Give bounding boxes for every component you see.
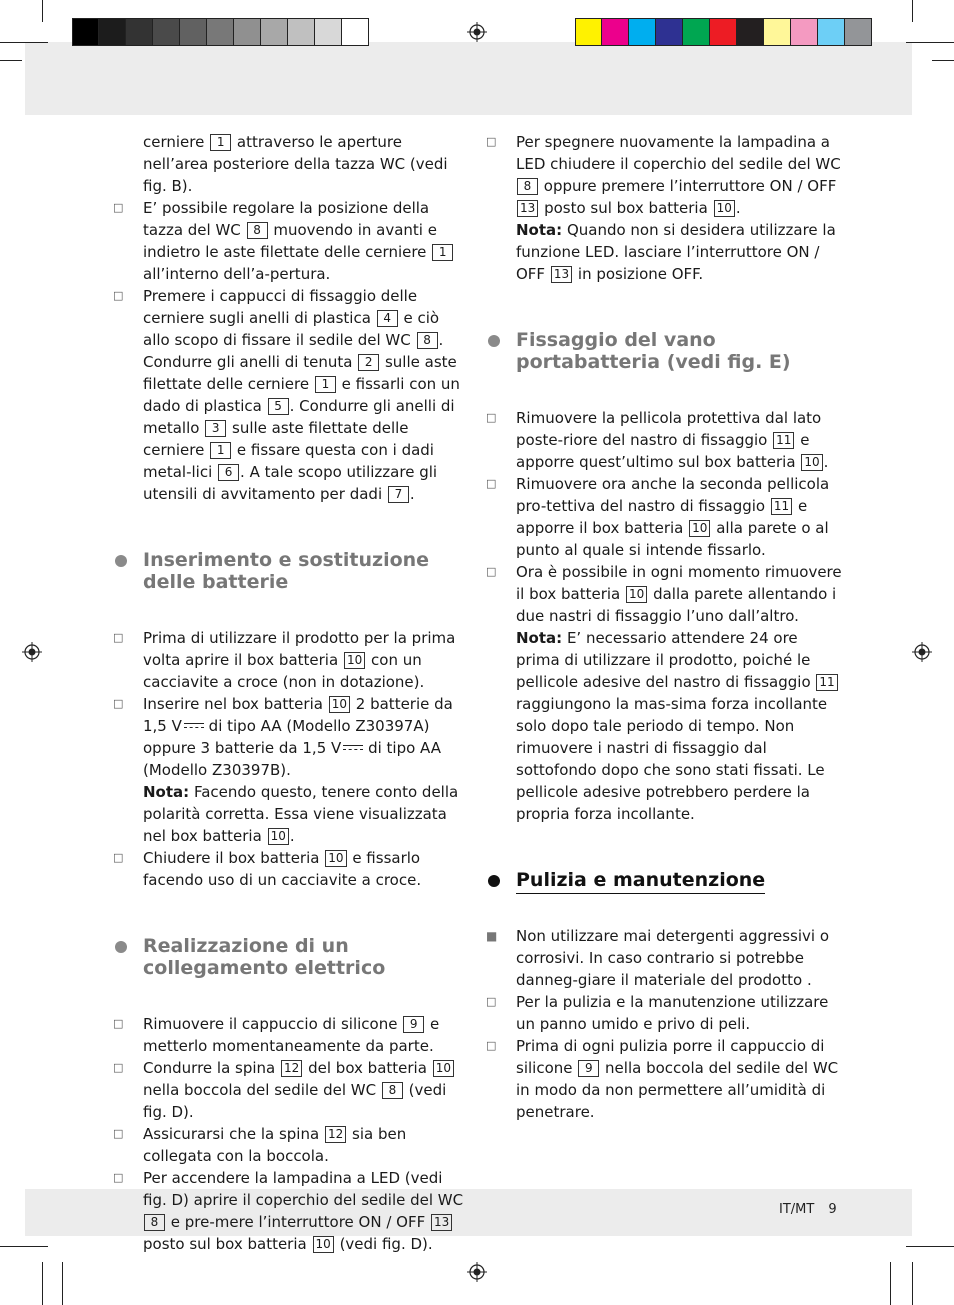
- part-number: 12: [325, 1126, 346, 1143]
- crop-mark: [42, 1262, 43, 1305]
- crop-mark: [890, 1262, 891, 1305]
- color-swatch: [342, 18, 369, 46]
- crop-mark: [0, 42, 48, 43]
- color-bar-process: [575, 18, 872, 46]
- part-number: 10: [801, 454, 822, 471]
- bullet-dot-icon: [488, 875, 500, 887]
- color-swatch: [72, 18, 99, 46]
- list-item: □ Per la pulizia e la manutenzione utilizzare un panno umido e privo di peli.: [486, 993, 829, 1033]
- part-number: 2: [358, 354, 379, 371]
- crop-mark: [912, 1262, 913, 1305]
- list-item: □ Rimuovere ora anche la seconda pellicola pro-tettiva del nastro di fissaggio 11 e apporre il box batteria 10 alla parete o al punto al quale si intende fissarlo.: [486, 475, 830, 559]
- color-swatch: [656, 18, 683, 46]
- section-heading: Pulizia e manutenzione: [486, 869, 842, 891]
- part-number: 8: [144, 1214, 165, 1231]
- color-swatch: [791, 18, 818, 46]
- color-swatch: [288, 18, 315, 46]
- checkbox-bullet-icon: □: [486, 135, 497, 148]
- list-item: □ Ora è possibile in ogni momento rimuovere il box batteria 10 dalla parete allentando i due nastri di fissaggio l’uno dall’altro. Nota: E’ necessario attendere 24 ore prima di utilizzare il prodotto, poiché le pellicole adesive del nastro di fissaggio 11 raggiungono la mas-sima forza incollante solo dopo tale periodo di tempo. Non rimuovere i nastri di fissaggio dal sottofondo dopo che sono stati fissati. Le pellicole adesive potrebbero perdere la propria forza incollante.: [486, 563, 842, 823]
- part-number: 11: [773, 432, 794, 449]
- part-number: 8: [382, 1082, 403, 1099]
- part-number: 10: [344, 652, 365, 669]
- part-number: 12: [281, 1060, 302, 1077]
- registration-mark-icon: [22, 642, 42, 662]
- checkbox-bullet-icon: □: [113, 289, 124, 302]
- color-swatch: [315, 18, 342, 46]
- part-number: 10: [626, 586, 647, 603]
- list-item: □ Assicurarsi che la spina 12 sia ben collegata con la boccola.: [113, 1125, 407, 1165]
- checkbox-bullet-icon: □: [486, 995, 497, 1008]
- part-number: 4: [377, 310, 398, 327]
- part-number: 9: [578, 1060, 599, 1077]
- square-bullet-icon: ■: [486, 929, 498, 943]
- color-swatch: [575, 18, 602, 46]
- checkbox-bullet-icon: □: [113, 697, 124, 710]
- list-item: ■ Non utilizzare mai detergenti aggressivi o corrosivi. In caso contrario si potrebbe danneg-giare il materiale del prodotto .: [486, 927, 830, 989]
- bullet-dot-icon: [488, 335, 500, 347]
- dc-symbol-icon: [184, 722, 204, 730]
- checkbox-bullet-icon: □: [486, 1039, 497, 1052]
- checkbox-bullet-icon: □: [113, 1017, 124, 1030]
- page-number: 9: [828, 1202, 837, 1217]
- part-number: 13: [431, 1214, 452, 1231]
- list-item: □ Per accendere la lampadina a LED (vedi fig. D) aprire il coperchio del sedile del WC 8 e pre-mere l’interruttore ON / OFF 13 posto sul box batteria 10 (vedi fig. D).: [113, 1169, 464, 1253]
- part-number: 1: [210, 442, 231, 459]
- part-number: 11: [816, 674, 837, 691]
- part-number: 10: [714, 200, 735, 217]
- part-number: 1: [210, 134, 231, 151]
- part-number: 8: [517, 178, 538, 195]
- crop-mark: [0, 1246, 48, 1247]
- part-number: 10: [325, 850, 346, 867]
- part-number: 8: [247, 222, 268, 239]
- list-item: □ Inserire nel box batteria 10 2 batterie da 1,5 V di tipo AA (Modello Z30397A) oppure 3 batterie da 1,5 V di tipo AA (Modello Z30397B). Nota: Facendo questo, tenere conto della polarità corretta. Essa viene visualizzata nel box batteria 10 .: [113, 693, 469, 847]
- part-number: 10: [329, 696, 350, 713]
- checkbox-bullet-icon: □: [486, 411, 497, 424]
- part-number: 10: [689, 520, 710, 537]
- part-number: 7: [388, 486, 409, 503]
- color-bar-gray: [72, 18, 369, 46]
- part-number: 1: [432, 244, 453, 261]
- registration-mark-icon: [912, 642, 932, 662]
- language-code: IT/MT: [779, 1202, 815, 1217]
- checkbox-bullet-icon: □: [113, 1061, 124, 1074]
- part-number: 10: [313, 1236, 334, 1253]
- list-item: □ Rimuovere il cappuccio di silicone 9 e metterlo momentaneamente da parte.: [113, 1015, 440, 1055]
- list-item: cerniere 1 attraverso le aperture nell’area posteriore della tazza WC (vedi fig. B).: [143, 133, 448, 195]
- part-number: 10: [268, 828, 289, 845]
- list-item: □ Prima di utilizzare il prodotto per la prima volta aprire il box batteria 10 con un cacciavite a croce (non in dotazione).: [113, 629, 456, 691]
- part-number: 3: [205, 420, 226, 437]
- list-item: □ Premere i cappucci di fissaggio delle cerniere sugli anelli di plastica 4 e ciò allo scopo di fissare il sedile del WC 8 . Condurre gli anelli di tenuta 2 sulle aste filettate delle cerniere 1 e fissarli con un dado di plastica 5 . Condurre gli anelli di metallo 3 sulle aste filettate delle cerniere 1 e fissare questa con i dadi metal-lici 6 . A tale scopo utilizzare gli utensili di avvitamento per dadi 7 .: [113, 287, 460, 503]
- part-number: 9: [403, 1016, 424, 1033]
- color-swatch: [818, 18, 845, 46]
- bullet-dot-icon: [115, 941, 127, 953]
- color-swatch: [710, 18, 737, 46]
- checkbox-bullet-icon: □: [113, 631, 124, 644]
- color-swatch: [261, 18, 288, 46]
- color-swatch: [234, 18, 261, 46]
- note: Nota: Quando non si desidera utilizzare la funzione LED. lasciare l’interruttore ON / OFF 13 in posizione OFF.: [516, 221, 836, 283]
- section-heading: Fissaggio del vano portabatteria (vedi fig. E): [486, 329, 842, 373]
- color-swatch: [126, 18, 153, 46]
- color-swatch: [180, 18, 207, 46]
- color-swatch: [99, 18, 126, 46]
- part-number: 13: [551, 266, 572, 283]
- registration-mark-icon: [467, 22, 487, 42]
- list-item: □ Prima di ogni pulizia porre il cappuccio di silicone 9 nella boccola del sedile del WC in modo da non permettere all’umidità di penetrare.: [486, 1037, 839, 1121]
- crop-mark: [912, 0, 913, 22]
- page-footer: [779, 1202, 837, 1217]
- list-item: □ Condurre la spina 12 del box batteria 10 nella boccola del sedile del WC 8 (vedi fig. D).: [113, 1057, 469, 1123]
- note: Nota: E’ necessario attendere 24 ore prima di utilizzare il prodotto, poiché le pellicole adesive del nastro di fissaggio 11 raggiungono la mas-sima forza incollante solo dopo tale periodo di tempo. Non rimuovere i nastri di fissaggio dal sottofondo dopo che sono stati fissati. Le pellicole adesive potrebbero perdere la propria forza incollante.: [516, 627, 842, 825]
- header-band: [25, 42, 912, 115]
- bullet-dot-icon: [115, 555, 127, 567]
- part-number: 10: [433, 1060, 454, 1077]
- crop-mark: [932, 60, 954, 61]
- checkbox-bullet-icon: □: [113, 201, 124, 214]
- checkbox-bullet-icon: □: [486, 565, 497, 578]
- crop-mark: [62, 1262, 63, 1305]
- color-swatch: [683, 18, 710, 46]
- left-column: [113, 131, 469, 1255]
- right-column: [486, 131, 842, 1123]
- list-item: □ Chiudere il box batteria 10 e fissarlo facendo uso di un cacciavite a croce.: [113, 849, 422, 889]
- part-number: 13: [517, 200, 538, 217]
- list-item: □ E’ possibile regolare la posizione della tazza del WC 8 muovendo in avanti e indietro le aste filettate delle cerniere 1 all’interno dell’a-pertura.: [113, 197, 469, 285]
- part-number: 11: [771, 498, 792, 515]
- color-swatch: [629, 18, 656, 46]
- crop-mark: [906, 1246, 954, 1247]
- crop-mark: [906, 42, 954, 43]
- color-swatch: [845, 18, 872, 46]
- list-item: □ Rimuovere la pellicola protettiva dal lato poste-riore del nastro di fissaggio 11 e apporre quest’ultimo sul box batteria 10 .: [486, 409, 829, 471]
- color-swatch: [602, 18, 629, 46]
- color-swatch: [737, 18, 764, 46]
- list-item: □ Per spegnere nuovamente la lampadina a LED chiudere il coperchio del sedile del WC 8 oppure premere l’interruttore ON / OFF 13 posto sul box batteria 10 . Nota: Quando non si desidera utilizzare la funzione LED. lasciare l’interruttore ON / OFF 13 in posizione OFF.: [486, 133, 841, 283]
- section-heading: Realizzazione di un collegamento elettrico: [113, 935, 469, 979]
- color-swatch: [764, 18, 791, 46]
- part-number: 6: [218, 464, 239, 481]
- checkbox-bullet-icon: □: [113, 851, 124, 864]
- note: Nota: Facendo questo, tenere conto della polarità corretta. Essa viene visualizzata nel box batteria 10 .: [143, 783, 459, 845]
- color-swatch: [153, 18, 180, 46]
- section-heading: Inserimento e sostituzione delle batterie: [113, 549, 469, 593]
- checkbox-bullet-icon: □: [113, 1127, 124, 1140]
- crop-mark: [0, 60, 22, 61]
- part-number: 8: [417, 332, 438, 349]
- registration-mark-icon: [467, 1262, 487, 1282]
- color-swatch: [207, 18, 234, 46]
- part-number: 1: [315, 376, 336, 393]
- checkbox-bullet-icon: □: [113, 1171, 124, 1184]
- dc-symbol-icon: [343, 744, 363, 752]
- checkbox-bullet-icon: □: [486, 477, 497, 490]
- part-number: 5: [268, 398, 289, 415]
- crop-mark: [42, 0, 43, 22]
